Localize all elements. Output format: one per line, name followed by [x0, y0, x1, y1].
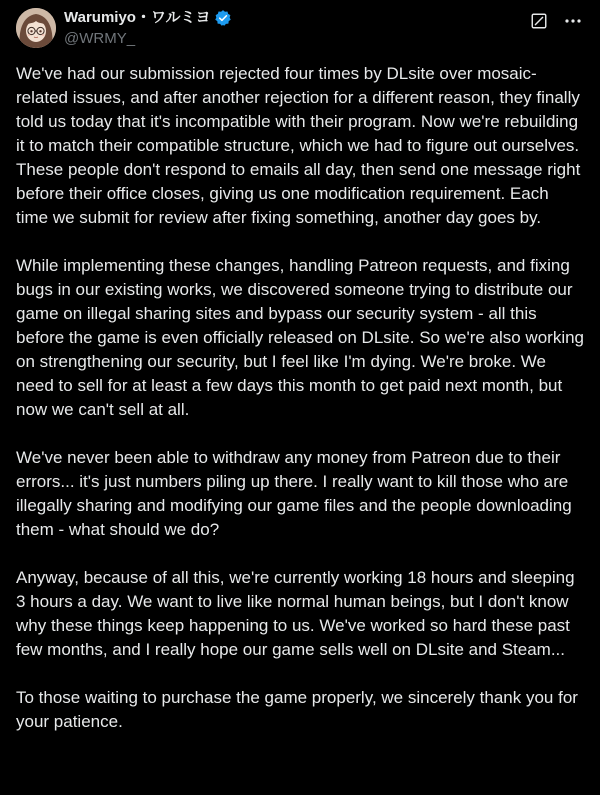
post-paragraph: While implementing these changes, handling Patreon requests, and fixing bugs in our existing works, we discovered someone trying to distribute our game on illegal sharing sites and bypass our security system - all this before the game is even officially released on DLsite. So we're also working on strengthening our security, but I feel like I'm dying. We're broke. We need to sell for at least a few days this month to get paid next month, but now we can't sell at all. — [16, 256, 585, 419]
post-paragraph: To those waiting to purchase the game properly, we sincerely thank you for your patience. — [16, 688, 578, 731]
post-paragraph: We've never been able to withdraw any money from Patreon due to their errors... it's just numbers piling up there. I really want to kill those who are illegally sharing and modifying our game files and the people downloading them - what should we do? — [16, 448, 572, 539]
author-handle[interactable]: @WRMY_ — [64, 30, 136, 47]
post-header — [16, 6, 584, 50]
post-paragraph: We've had our submission rejected four times by DLsite over mosaic-related issues, and after another rejection for a different reason, they finally told us today that it's incompatible with their program. Now we're rebuilding it to match their compatible structure, which we had to figure out ourselves. These people don't respond to emails all day, then send one message right before their office closes, giving us one modification requirement. Each time we submit for review after fixing something, another day goes by. — [16, 64, 581, 227]
author-display-name[interactable]: Warumiyo・ワルミヨ — [64, 9, 211, 26]
display-name-row — [64, 8, 232, 28]
post-paragraph: Anyway, because of all this, we're currently working 18 hours and sleeping 3 hours a day. We want to live like normal human beings, but I don't know why these things keep happening to us. We've worked so hard these past few months, and I really hope our game sells well on DLsite and Steam... — [16, 568, 575, 659]
verified-badge-icon[interactable] — [214, 9, 232, 27]
author-info — [64, 8, 232, 49]
post-text — [16, 62, 584, 734]
more-options-icon[interactable] — [562, 10, 584, 32]
avatar[interactable] — [16, 8, 56, 48]
grok-icon[interactable] — [528, 10, 550, 32]
post-actions — [528, 10, 584, 32]
